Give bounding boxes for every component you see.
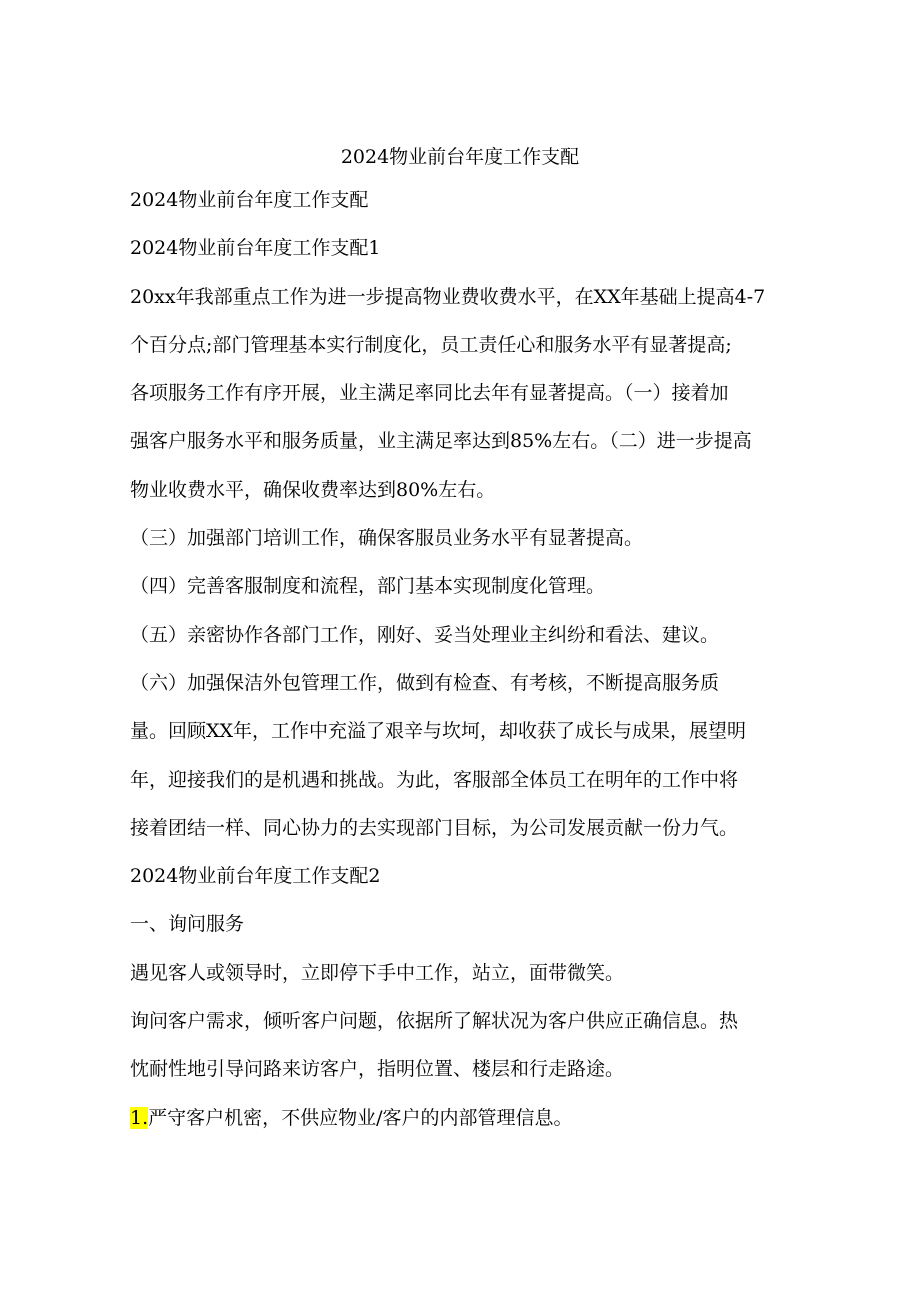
section1-title: 2024物业前台年度工作支配1 [130, 237, 381, 259]
numbered-item [130, 1105, 573, 1131]
subsection-title: 一、询问服务 [130, 913, 245, 935]
paragraph-line: 物业收费水平，确保收费率达到80%左右。 [130, 479, 496, 501]
paragraph-line: 强客户服务水平和服务质量，业主满足率达到85%左右。（二）进一步提高 [130, 430, 752, 452]
item-text: 严守客户机密，不供应物业/客户的内部管理信息。 [148, 1107, 573, 1129]
paragraph-line: 20xx年我部重点工作为进一步提高物业费收费水平，在XX年基础上提高4-7 [130, 286, 766, 308]
section2-title: 2024物业前台年度工作支配2 [130, 865, 381, 887]
paragraph-line: 接着团结一样、同心协力的去实现部门目标，为公司发展贡献一份力气。 [130, 817, 739, 839]
list-item-4: （四）完善客服制度和流程，部门基本实现制度化管理。 [130, 575, 606, 597]
paragraph-line: 各项服务工作有序开展，业主满足率同比去年有显著提高。（一）接着加 [130, 382, 729, 404]
paragraph-line: 年，迎接我们的是机遇和挑战。为此，客服部全体员工在明年的工作中将 [130, 769, 739, 791]
paragraph-line: 个百分点;部门管理基本实行制度化，员工责任心和服务水平有显著提高; [130, 334, 732, 356]
paragraph-line: （六）加强保洁外包管理工作，做到有检查、有考核，不断提高服务质 [130, 672, 720, 694]
document-heading: 2024物业前台年度工作支配 [130, 189, 369, 211]
document-title: 2024物业前台年度工作支配 [340, 146, 580, 168]
list-item-5: （五）亲密协作各部门工作，刚好、妥当处理业主纠纷和看法、建议。 [130, 624, 720, 646]
paragraph-line: 量。回顾XX年，工作中充溢了艰辛与坎坷，却收获了成长与成果，展望明 [130, 720, 747, 742]
list-item-3: （三）加强部门培训工作，确保客服员业务水平有显著提高。 [130, 527, 644, 549]
item-number-highlight: 1. [130, 1107, 149, 1129]
paragraph-line: 忱耐性地引导问路来访客户，指明位置、楼层和行走路途。 [130, 1058, 625, 1080]
paragraph-line: 遇见客人或领导时，立即停下手中工作，站立，面带微笑。 [130, 962, 625, 984]
paragraph-line: 询问客户需求，倾听客户问题，依据所了解状况为客户供应正确信息。热 [130, 1010, 739, 1032]
